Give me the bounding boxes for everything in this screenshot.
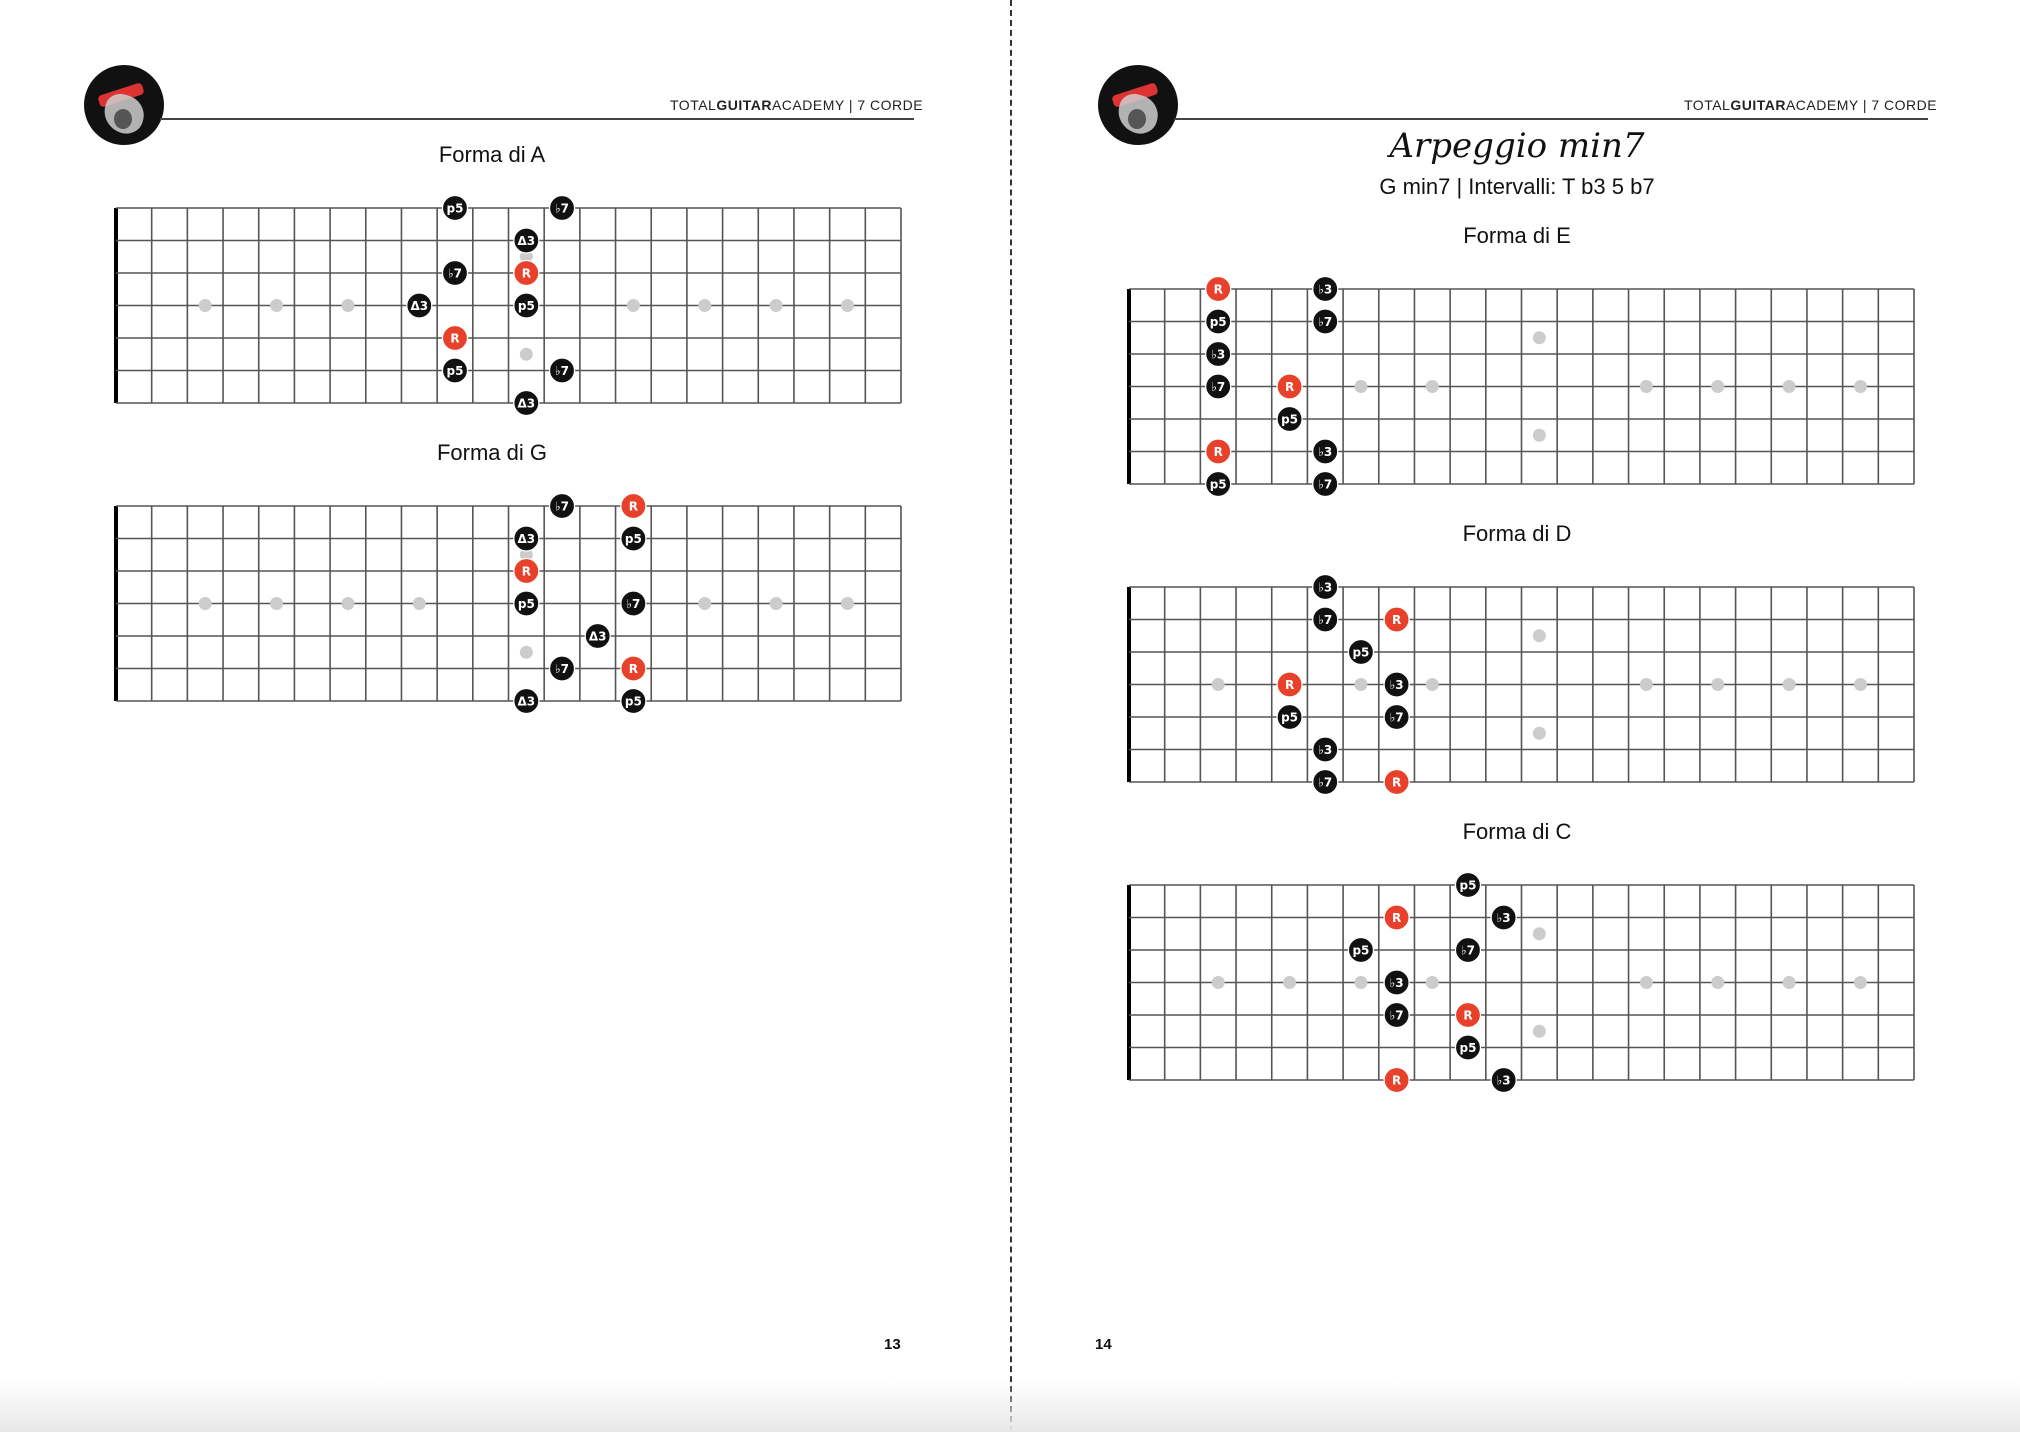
fret-position-dot — [1640, 380, 1653, 393]
note-label: R — [1284, 678, 1295, 692]
diagram-title: Forma di E — [1463, 223, 1571, 248]
root-note-marker — [621, 656, 646, 681]
fret-position-dot — [1354, 678, 1367, 691]
note-label: p5 — [517, 299, 535, 313]
interval-note-marker — [407, 293, 432, 318]
arpeggio-subtitle: G min7 | Intervalli: T b3 5 b7 — [1379, 174, 1655, 199]
page-header: TOTALGUITARACADEMY | 7 CORDE — [670, 97, 924, 113]
fret-position-dot — [1212, 678, 1225, 691]
fret-position-dot — [413, 597, 426, 610]
fret-position-dot — [1354, 976, 1367, 989]
diagram-title: Forma di G — [436, 440, 548, 465]
interval-note-marker — [585, 624, 610, 649]
fretboard-forma-e — [1129, 277, 1915, 497]
fret-position-dot — [1533, 629, 1546, 642]
root-note-marker — [1384, 770, 1409, 795]
fret-position-dot — [1854, 976, 1867, 989]
fret-position-dot — [698, 299, 711, 312]
note-label: R — [1391, 911, 1402, 925]
root-note-marker — [1277, 672, 1302, 697]
note-label: R — [1463, 1008, 1473, 1023]
note-label: R — [1391, 775, 1402, 790]
note-label: Δ3 — [410, 299, 429, 313]
note-label: ♭7 — [1318, 315, 1333, 329]
diagram-title: Forma di C — [1462, 819, 1572, 844]
note-label: p5 — [446, 201, 464, 216]
interval-note-marker — [442, 358, 467, 383]
fret-position-dot — [520, 348, 533, 361]
fret-position-dot — [270, 597, 283, 610]
note-label: Δ3 — [517, 234, 536, 248]
interval-note-marker — [1313, 607, 1338, 632]
fret-position-dot — [1533, 331, 1546, 344]
fret-position-dot — [1212, 976, 1225, 989]
interval-note-marker — [621, 591, 646, 616]
note-label: R — [1213, 282, 1223, 297]
interval-note-marker — [442, 261, 467, 286]
root-note-marker — [1384, 905, 1409, 930]
fret-position-dot — [1783, 678, 1796, 691]
note-label: p5 — [1352, 943, 1370, 958]
root-note-marker — [442, 326, 467, 351]
interval-note-marker — [1491, 905, 1516, 930]
note-label: ♭7 — [1318, 775, 1333, 790]
note-label: R — [521, 266, 531, 281]
interval-note-marker — [1384, 705, 1409, 730]
note-label: R — [628, 499, 639, 514]
interval-note-marker — [514, 591, 539, 616]
note-label: R — [450, 331, 460, 346]
note-label: ♭7 — [555, 364, 570, 378]
interval-note-marker — [1313, 309, 1338, 334]
interval-note-marker — [621, 689, 646, 714]
academy-logo — [1098, 65, 1178, 145]
interval-note-marker — [442, 196, 467, 221]
root-note-marker — [621, 494, 646, 519]
note-label: R — [1391, 613, 1402, 627]
interval-note-marker — [1384, 672, 1409, 697]
page-13 — [0, 0, 1008, 1432]
root-note-marker — [514, 559, 539, 584]
fret-position-dot — [1783, 976, 1796, 989]
root-note-marker — [1277, 374, 1302, 399]
interval-note-marker — [1206, 342, 1231, 367]
fret-position-dot — [1854, 380, 1867, 393]
fret-position-dot — [199, 299, 212, 312]
diagram-title: Forma di D — [1462, 521, 1572, 546]
note-label: Δ3 — [588, 629, 607, 644]
interval-note-marker — [1206, 374, 1231, 399]
fretboard-forma-c — [1129, 873, 1915, 1093]
note-label: ♭7 — [626, 597, 641, 611]
note-label: ♭7 — [1389, 1008, 1404, 1023]
fret-position-dot — [341, 299, 354, 312]
interval-note-marker — [1491, 1068, 1516, 1093]
interval-note-marker — [1277, 407, 1302, 432]
root-note-marker — [1384, 607, 1409, 632]
fret-position-dot — [1640, 976, 1653, 989]
interval-note-marker — [1313, 277, 1338, 302]
page-header: TOTALGUITARACADEMY | 7 CORDE — [1684, 97, 1938, 113]
note-label: ♭7 — [1211, 380, 1226, 394]
fret-position-dot — [1711, 976, 1724, 989]
note-label: R — [628, 662, 639, 676]
interval-note-marker — [550, 196, 575, 221]
note-label: p5 — [1281, 710, 1299, 725]
note-label: ♭3 — [1318, 743, 1333, 757]
interval-note-marker — [550, 494, 575, 519]
interval-note-marker — [514, 689, 539, 714]
fret-position-dot — [1711, 380, 1724, 393]
header-rule — [160, 118, 914, 120]
fret-position-dot — [770, 597, 783, 610]
note-label: p5 — [624, 532, 642, 546]
note-label: ♭3 — [1389, 976, 1404, 990]
root-note-marker — [514, 261, 539, 286]
note-label: p5 — [1459, 1041, 1477, 1055]
note-label: ♭7 — [555, 499, 570, 514]
note-label: Δ3 — [517, 694, 536, 709]
interval-note-marker — [1313, 575, 1338, 600]
note-label: ♭7 — [1318, 477, 1333, 492]
note-label: p5 — [446, 364, 464, 378]
interval-note-marker — [1206, 309, 1231, 334]
fret-position-dot — [1533, 429, 1546, 442]
interval-note-marker — [514, 391, 539, 416]
note-label: p5 — [1209, 477, 1227, 492]
interval-note-marker — [1348, 938, 1373, 963]
note-label: p5 — [1352, 645, 1370, 660]
interval-note-marker — [1277, 705, 1302, 730]
fret-position-dot — [1533, 727, 1546, 740]
fret-position-dot — [770, 299, 783, 312]
interval-note-marker — [621, 526, 646, 551]
fret-position-dot — [1283, 976, 1296, 989]
root-note-marker — [1384, 1068, 1409, 1093]
note-label: ♭3 — [1318, 445, 1333, 459]
interval-note-marker — [1348, 640, 1373, 665]
page-number: 14 — [1095, 1336, 1112, 1353]
interval-note-marker — [1313, 439, 1338, 464]
interval-note-marker — [1455, 1035, 1480, 1060]
interval-note-marker — [550, 656, 575, 681]
fret-position-dot — [270, 299, 283, 312]
note-label: ♭3 — [1318, 282, 1333, 297]
fret-position-dot — [520, 646, 533, 659]
fret-position-dot — [841, 597, 854, 610]
fret-position-dot — [698, 597, 711, 610]
note-label: Δ3 — [517, 532, 536, 546]
note-label: ♭7 — [1460, 943, 1475, 958]
note-label: ♭3 — [1389, 678, 1404, 692]
interval-note-marker — [1455, 873, 1480, 898]
note-label: ♭7 — [447, 266, 462, 281]
note-label: p5 — [1209, 315, 1227, 329]
page-14 — [1012, 0, 2020, 1432]
note-label: ♭3 — [1496, 911, 1511, 925]
interval-note-marker — [1455, 938, 1480, 963]
note-label: Δ3 — [517, 396, 536, 411]
interval-note-marker — [514, 526, 539, 551]
note-label: p5 — [1459, 878, 1477, 893]
fret-position-dot — [1533, 1025, 1546, 1038]
fretboard-forma-g — [116, 494, 902, 714]
fretboard-forma-a — [116, 196, 902, 416]
note-label: ♭7 — [555, 201, 570, 216]
note-label: p5 — [517, 597, 535, 611]
note-label: R — [1391, 1073, 1402, 1088]
fret-position-dot — [1711, 678, 1724, 691]
header-rule — [1174, 118, 1928, 120]
interval-note-marker — [514, 228, 539, 253]
root-note-marker — [1455, 1003, 1480, 1028]
note-label: ♭7 — [555, 662, 570, 676]
fret-position-dot — [1354, 380, 1367, 393]
interval-note-marker — [1313, 737, 1338, 762]
interval-note-marker — [514, 293, 539, 318]
fret-position-dot — [841, 299, 854, 312]
interval-note-marker — [1313, 770, 1338, 795]
root-note-marker — [1206, 439, 1231, 464]
interval-note-marker — [1384, 1003, 1409, 1028]
note-label: p5 — [1281, 412, 1299, 427]
note-label: ♭7 — [1318, 613, 1333, 627]
fret-position-dot — [199, 597, 212, 610]
fret-position-dot — [627, 299, 640, 312]
fret-position-dot — [1854, 678, 1867, 691]
note-label: p5 — [624, 694, 642, 709]
note-label: R — [521, 564, 531, 579]
fret-position-dot — [1426, 678, 1439, 691]
note-label: ♭3 — [1211, 347, 1226, 362]
interval-note-marker — [1384, 970, 1409, 995]
root-note-marker — [1206, 277, 1231, 302]
note-label: R — [1284, 380, 1295, 394]
academy-logo — [84, 65, 164, 145]
fret-position-dot — [1426, 976, 1439, 989]
interval-note-marker — [550, 358, 575, 383]
fret-position-dot — [1426, 380, 1439, 393]
note-label: ♭3 — [1318, 580, 1333, 595]
note-label: ♭3 — [1496, 1073, 1511, 1088]
interval-note-marker — [1313, 472, 1338, 497]
fretboard-forma-d — [1129, 575, 1915, 795]
page-number: 13 — [884, 1336, 901, 1353]
diagram-title: Forma di A — [438, 142, 546, 167]
arpeggio-title: Arpeggio min7 — [1389, 126, 1645, 166]
fret-position-dot — [341, 597, 354, 610]
fret-position-dot — [1533, 927, 1546, 940]
fret-position-dot — [1640, 678, 1653, 691]
interval-note-marker — [1206, 472, 1231, 497]
note-label: R — [1213, 445, 1223, 459]
note-label: ♭7 — [1389, 710, 1404, 725]
fret-position-dot — [1783, 380, 1796, 393]
